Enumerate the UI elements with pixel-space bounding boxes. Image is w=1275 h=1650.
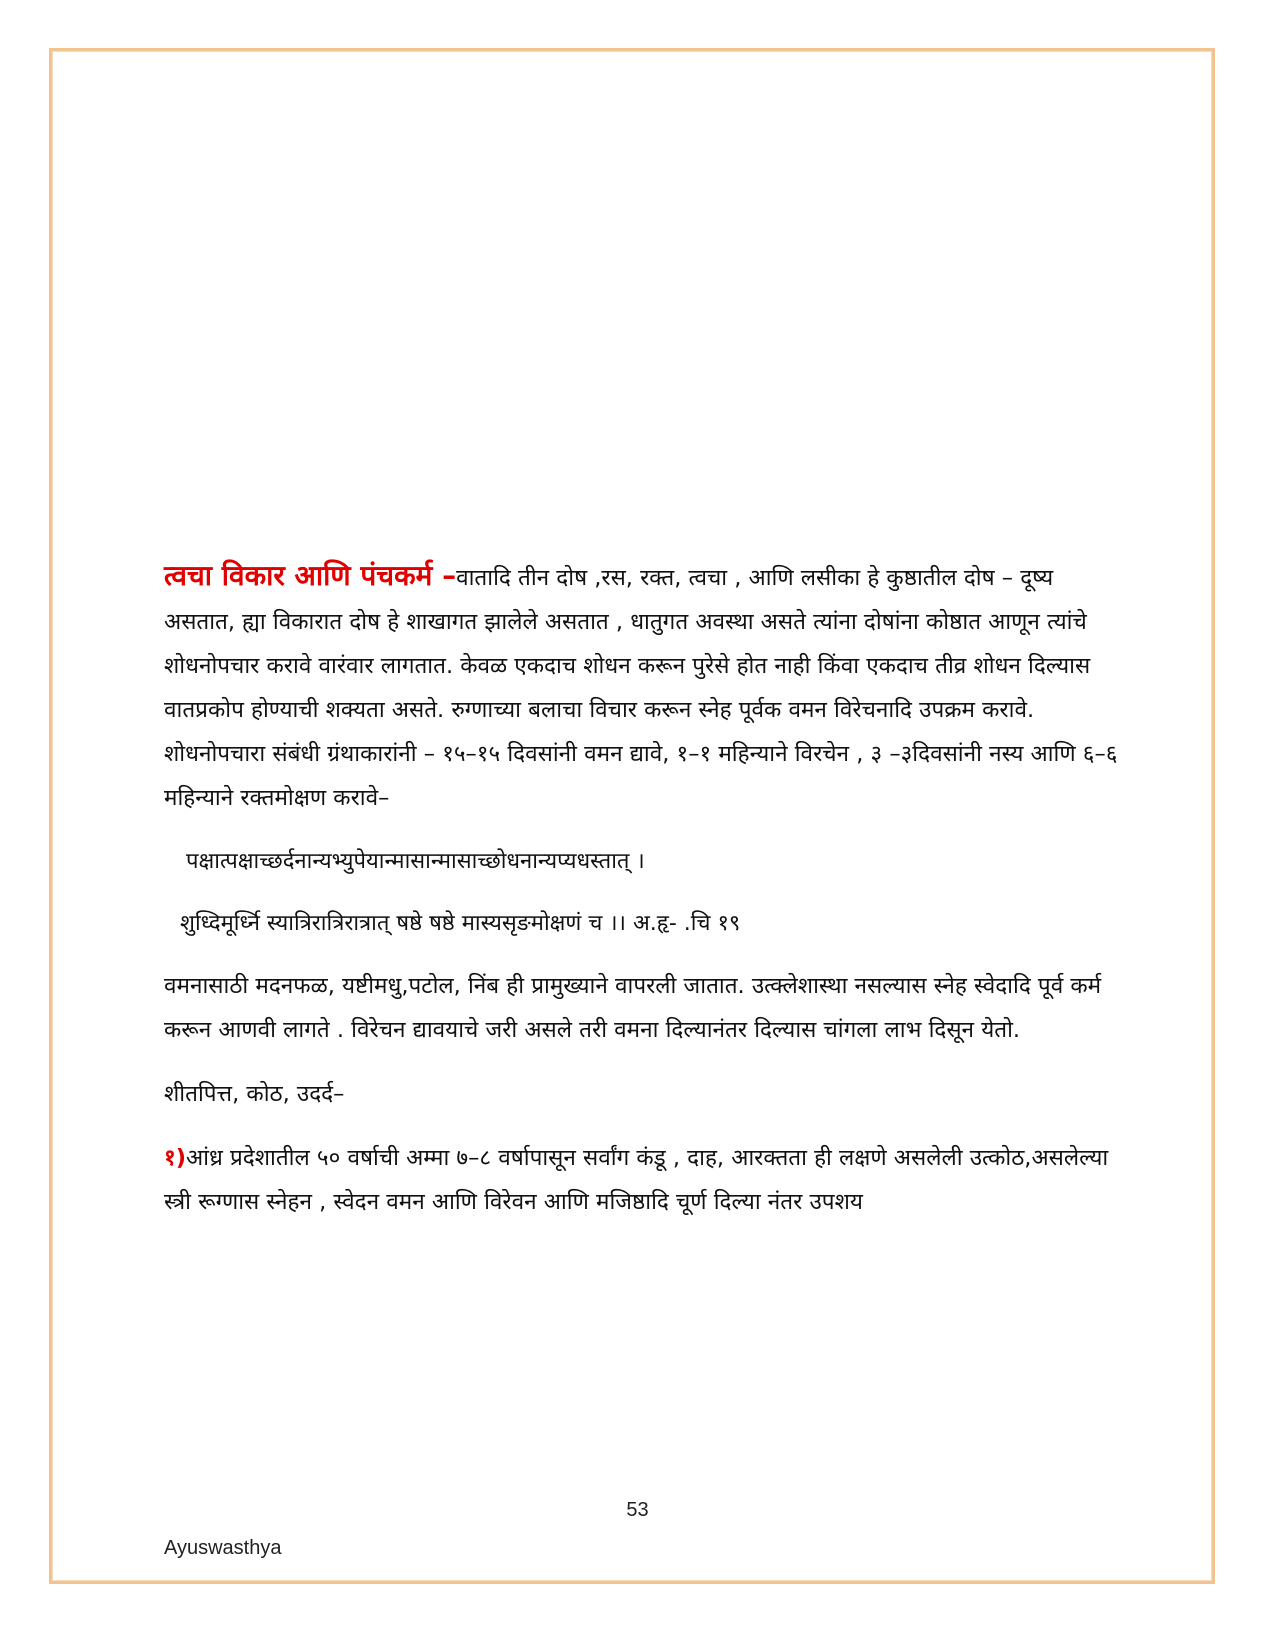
verse-line-1: पक्षात्पक्षाच्छर्दनान्यभ्युपेयान्मासान्मासाच्छोधनान्यप्यधस्तात् । bbox=[186, 849, 645, 874]
intro-text: वातादि तीन दोष ,रस, रक्त, त्वचा , आणि लसीका हे कुष्ठातील दोष – दूष्य असतात, ह्या विकारात दोष हे शाखागत झालेले असतात , धातुगत अवस्था असते त्यांना दोषांना कोष्ठात आणून त्यांचे शोधनोपचार करावे वारंवार लागतात. केवळ एकदाच शोधन करून पुरेसे होत नाही किंवा एकदाच तीव्र शोधन दिल्यास वातप्रकोप होण्याची शक्यता असते. रुग्णाच्या बलाचा विचार करून स्नेह पूर्वक वमन विरेचनादि उपक्रम करावे. शोधनोपचारा संबंधी ग्रंथाकारांनी – १५–१५ दिवसांनी वमन द्यावे, १–१ महिन्याने विरचेन , ३ –३दिवसांनी नस्य आणि ६–६ महिन्याने रक्तमोक्षण करावे– bbox=[164, 565, 1118, 811]
verse-line-2: शुध्दिमूर्ध्नि स्यात्रिरात्रिरात्रात् षष्ठे षष्ठे मास्यसृङमोक्षणं च ।। अ.हृ- .चि १९ bbox=[180, 911, 741, 936]
subheading: शीतपित्त, कोठ, उदर्द– bbox=[164, 1081, 345, 1107]
page-content bbox=[164, 554, 1124, 1224]
page-number: 53 bbox=[626, 1499, 649, 1521]
case-paragraph bbox=[164, 1136, 1124, 1224]
case-number: १) bbox=[164, 1145, 186, 1171]
section-heading-dash: – bbox=[432, 559, 457, 592]
case-text: आंध्र प्रदेशातील ५० वर्षाची अम्मा ७–८ वर्षापासून सर्वांग कंडू , दाह, आरक्तता ही लक्षणे असलेली उत्कोठ,असलेल्या स्त्री रूग्णास स्नेहन , स्वेदन वमन आणि विरेवन आणि मजिष्ठादि चूर्ण दिल्या नंतर उपशय bbox=[164, 1145, 1109, 1215]
section-heading: त्वचा विकार आणि पंचकर्म bbox=[164, 559, 433, 592]
intro-paragraph bbox=[164, 554, 1124, 820]
footer-text: Ayuswasthya bbox=[164, 1537, 282, 1559]
treatment-paragraph: वमनासाठी मदनफळ, यष्टीमधु,पटोल, निंब ही प्रामुख्याने वापरली जातात. उत्क्लेशास्था नसल्यास स्नेह स्वेदादि पूर्व कर्म करून आणवी लागते . विरेचन द्यावयाचे जरी असले तरी वमना दिल्यानंतर दिल्यास चांगला लाभ दिसून येतो. bbox=[164, 973, 1102, 1043]
